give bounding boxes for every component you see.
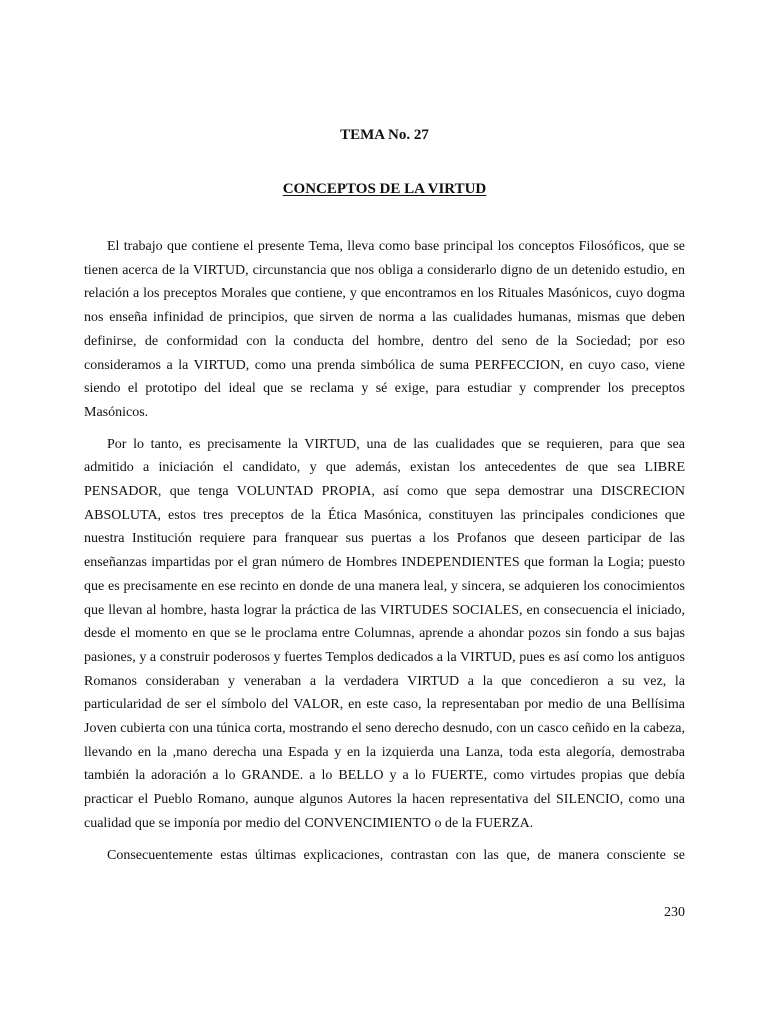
body-text xyxy=(84,235,685,875)
paragraph: El trabajo que contiene el presente Tema, lleva como base principal los conceptos Filosóficos, que se tienen acerca de la VIRTUD, circunstancia que nos obliga a considerarlo digno de un detenido estudio, en relación a los preceptos Morales que contiene, y que encontramos en los Rituales Masónicos, cuyo dogma nos enseña infinidad de principios, que sirven de norma a las cualidades humanas, mismas que deben definirse, de conformidad con la conducta del hombre, dentro del seno de la Sociedad; por eso consideramos a la VIRTUD, como una prenda simbólica de suma PERFECCION, en cuyo caso, viene siendo el prototipo del ideal que se reclama y sé exige, para estudiar y comprender los preceptos Masónicos. xyxy=(84,239,685,420)
document-page xyxy=(84,0,685,1024)
page-number: 230 xyxy=(664,905,685,920)
page-title: TEMA No. 27 xyxy=(340,127,429,143)
paragraph: Consecuentemente estas últimas explicaciones, contrastan con las que, de manera consciente se xyxy=(107,847,685,863)
section-heading: CONCEPTOS DE LA VIRTUD xyxy=(282,181,487,197)
paragraph: Por lo tanto, es precisamente la VIRTUD, una de las cualidades que se requieren, para que sea admitido a iniciación el candidato, y que además, existan los antecedentes de que sea LIBRE PENSADOR, que tenga VOLUNTAD PROPIA, así como que sepa demostrar una DISCRECION ABSOLUTA, estos tres preceptos de la Ética Masónica, constituyen las principales condiciones que nuestra Institución requiere para franquear sus puertas a los Profanos que deseen participar de las enseñanzas impartidas por el gran número de Hombres INDEPENDIENTES que forman la Logia; puesto que es precisamente en ese recinto en donde de una manera leal, y sincera, se adquieren los conocimientos que llevan al hombre, hasta lograr la práctica de las VIRTUDES SOCIALES, en consecuencia el iniciado, desde el momento en que se le proclama entre Columnas, aprende a ahondar pozos sin fondo a sus bajas pasiones, y a construir poderosos y fuertes Templos dedicados a la VIRTUD, pues es así como los antiguos Romanos consideraban y veneraban a la verdadera VIRTUD a la que concedieron a su vez, la particularidad de ser el símbolo del VALOR, en este caso, la representaban por medio de una Bellísima Joven cubierta con una túnica corta, mostrando el seno derecho desnudo, con un casco ceñido en la cabeza, llevando en la ,mano derecha una Espada y en la izquierda una Lanza, toda esta alegoría, demostraba también la adoración a lo GRANDE. a lo BELLO y a lo FUERTE, como virtudes propias que debía practicar el Pueblo Romano, aunque algunos Autores la hacen representativa del SILENCIO, como una cualidad que se imponía por medio del CONVENCIMIENTO o de la FUERZA. xyxy=(84,436,685,831)
